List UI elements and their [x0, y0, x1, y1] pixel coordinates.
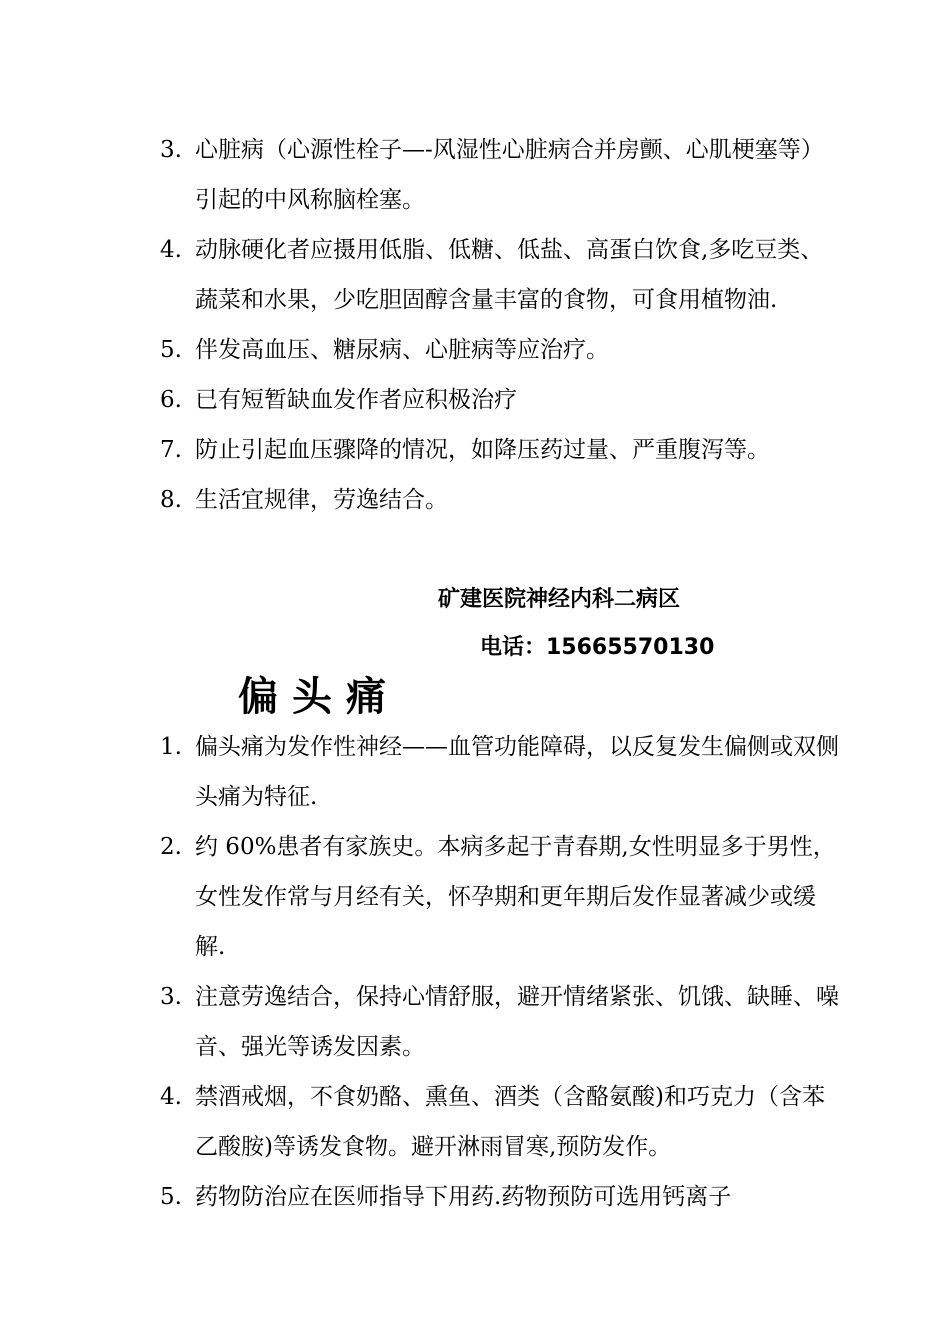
- list-text: 偏头痛为发作性神经——血管功能障碍，以反复发生偏侧或双侧头痛为特征.: [195, 734, 839, 810]
- list-number: 4.: [160, 237, 182, 263]
- list-number: 5.: [160, 1184, 182, 1210]
- list-item: [160, 375, 840, 425]
- contact-phone: 电话：15665570130: [480, 635, 715, 660]
- list-text: 禁酒戒烟，不食奶酪、熏鱼、酒类（含酪氨酸)和巧克力（含苯乙酸胺)等诱发食物。避开淋雨冒寒,预防发作。: [195, 1084, 825, 1160]
- list-text: 心脏病（心源性栓子—-风湿性心脏病合并房颤、心肌梗塞等）引起的中风称脑栓塞。: [195, 137, 824, 213]
- department-name: 矿建医院神经内科二病区: [438, 587, 681, 612]
- list-number: 7.: [160, 437, 182, 463]
- list-text: 生活宜规律，劳逸结合。: [195, 487, 448, 513]
- list-text: 药物防治应在医师指导下用药.药物预防可选用钙离子: [195, 1184, 732, 1210]
- list-number: 3.: [160, 137, 182, 163]
- list-item: [160, 225, 840, 325]
- list-number: 8.: [160, 487, 182, 513]
- list-text: 注意劳逸结合，保持心情舒服，避开情绪紧张、饥饿、缺睡、噪音、强光等诱发因素。: [195, 984, 839, 1060]
- list-item: [160, 325, 840, 375]
- list-text: 动脉硬化者应摄用低脂、低糖、低盐、高蛋白饮食,多吃豆类、蔬菜和水果，少吃胆固醇含量丰富的食物，可食用植物油.: [195, 237, 824, 313]
- list-item: [160, 1172, 840, 1222]
- list-text: 防止引起血压骤降的情况，如降压药过量、严重腹泻等。: [195, 437, 770, 463]
- list-text: 伴发高血压、糖尿病、心脏病等应治疗。: [195, 337, 609, 363]
- list-number: 1.: [160, 734, 182, 760]
- list-item: [160, 822, 840, 972]
- list-text: 约 60%患者有家族史。本病多起于青春期,女性明显多于男性，女性发作常与月经有关，怀孕期和更年期后发作显著减少或缓解.: [195, 834, 836, 960]
- list-item: [160, 475, 840, 525]
- list-item: [160, 125, 840, 225]
- list-number: 3.: [160, 984, 182, 1010]
- list-number: 5.: [160, 337, 182, 363]
- list-item: [160, 722, 840, 822]
- list-item: [160, 425, 840, 475]
- list-text: 已有短暂缺血发作者应积极治疗: [195, 387, 517, 413]
- list-item: [160, 972, 840, 1072]
- list-item: [160, 1072, 840, 1172]
- prevention-list-stroke: [160, 125, 840, 525]
- list-number: 4.: [160, 1084, 182, 1110]
- section-title: 偏头痛: [238, 674, 400, 720]
- list-number: 2.: [160, 834, 182, 860]
- list-number: 6.: [160, 387, 182, 413]
- migraine-list: [160, 722, 840, 1222]
